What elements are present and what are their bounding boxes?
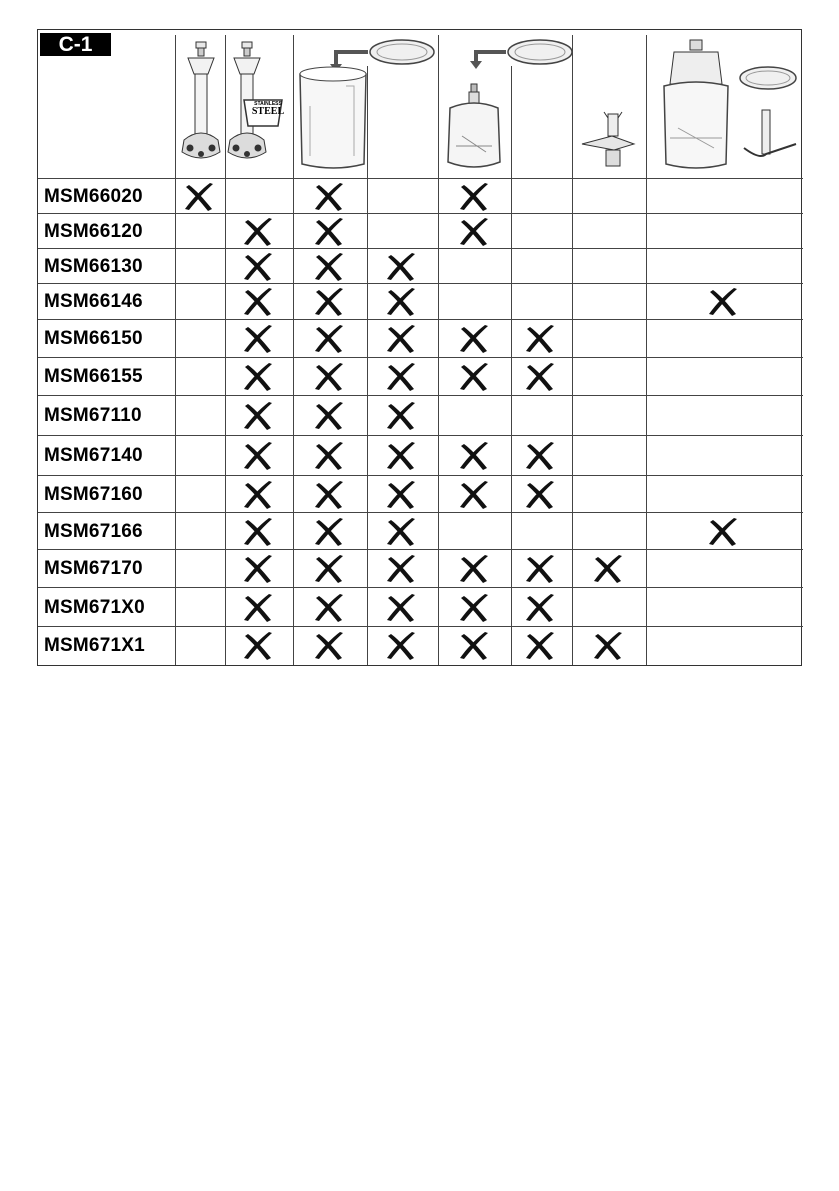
compatible-mark-icon <box>523 631 559 661</box>
compatible-mark-icon <box>591 554 627 584</box>
compatible-mark-icon <box>523 441 559 471</box>
compatible-mark-icon <box>384 287 420 317</box>
compatible-mark-icon <box>241 252 277 282</box>
compatible-mark-icon <box>523 362 559 392</box>
compatible-mark-icon <box>312 401 348 431</box>
compatible-mark-icon <box>312 480 348 510</box>
model-label: MSM66130 <box>44 256 143 277</box>
compatible-mark-icon <box>457 631 493 661</box>
compatible-mark-icon <box>706 287 742 317</box>
compatible-mark-icon <box>384 631 420 661</box>
compatible-mark-icon <box>241 217 277 247</box>
model-label: MSM66020 <box>44 186 143 207</box>
compatible-mark-icon <box>706 517 742 547</box>
compatible-mark-icon <box>312 252 348 282</box>
compatible-mark-icon <box>312 593 348 623</box>
compatible-mark-icon <box>241 517 277 547</box>
compatible-mark-icon <box>241 480 277 510</box>
compatible-mark-icon <box>523 480 559 510</box>
compatible-mark-icon <box>384 362 420 392</box>
model-label: MSM67110 <box>44 405 142 426</box>
universal-cutter-icon <box>442 36 578 172</box>
model-label: MSM67170 <box>44 558 143 579</box>
compatible-mark-icon <box>523 593 559 623</box>
compatible-mark-icon <box>384 480 420 510</box>
compatible-mark-icon <box>384 441 420 471</box>
model-label: MSM671X0 <box>44 597 145 618</box>
compatible-mark-icon <box>241 631 277 661</box>
model-label: MSM66146 <box>44 291 143 312</box>
model-label: MSM66155 <box>44 366 143 387</box>
compatible-mark-icon <box>457 441 493 471</box>
compatible-mark-icon <box>312 441 348 471</box>
compatible-mark-icon <box>457 554 493 584</box>
compatible-mark-icon <box>312 517 348 547</box>
section-label: C-1 <box>40 33 111 56</box>
compatible-mark-icon <box>384 517 420 547</box>
compatible-mark-icon <box>384 593 420 623</box>
compatibility-table <box>37 29 802 666</box>
compatible-mark-icon <box>523 324 559 354</box>
compatible-mark-icon <box>312 287 348 317</box>
compatible-mark-icon <box>457 324 493 354</box>
xl-chopper-icon <box>656 38 802 174</box>
stainless-steel-badge: STAINLESS STEEL <box>251 101 285 117</box>
compatible-mark-icon <box>312 554 348 584</box>
compatible-mark-icon <box>241 441 277 471</box>
model-label: MSM67140 <box>44 445 143 466</box>
compatible-mark-icon <box>241 401 277 431</box>
compatible-mark-icon <box>312 362 348 392</box>
compatible-mark-icon <box>523 554 559 584</box>
compatible-mark-icon <box>312 217 348 247</box>
compatible-mark-icon <box>312 631 348 661</box>
model-label: MSM66150 <box>44 328 143 349</box>
compatible-mark-icon <box>591 631 627 661</box>
compatible-mark-icon <box>384 252 420 282</box>
compatible-mark-icon <box>241 554 277 584</box>
compatible-mark-icon <box>182 182 218 212</box>
compatible-mark-icon <box>457 480 493 510</box>
compatible-mark-icon <box>384 554 420 584</box>
compatible-mark-icon <box>457 362 493 392</box>
blender-foot-icon <box>176 40 226 164</box>
compatible-mark-icon <box>312 182 348 212</box>
model-label: MSM67166 <box>44 521 143 542</box>
ice-crushing-blade-icon <box>578 110 638 174</box>
compatible-mark-icon <box>384 401 420 431</box>
model-label: MSM671X1 <box>44 635 145 656</box>
model-label: MSM66120 <box>44 221 143 242</box>
compatible-mark-icon <box>457 217 493 247</box>
compatible-mark-icon <box>457 182 493 212</box>
model-label: MSM67160 <box>44 484 143 505</box>
compatible-mark-icon <box>241 362 277 392</box>
compatible-mark-icon <box>241 593 277 623</box>
compatible-mark-icon <box>241 324 277 354</box>
compatible-mark-icon <box>457 593 493 623</box>
compatible-mark-icon <box>241 287 277 317</box>
compatible-mark-icon <box>312 324 348 354</box>
compatible-mark-icon <box>384 324 420 354</box>
